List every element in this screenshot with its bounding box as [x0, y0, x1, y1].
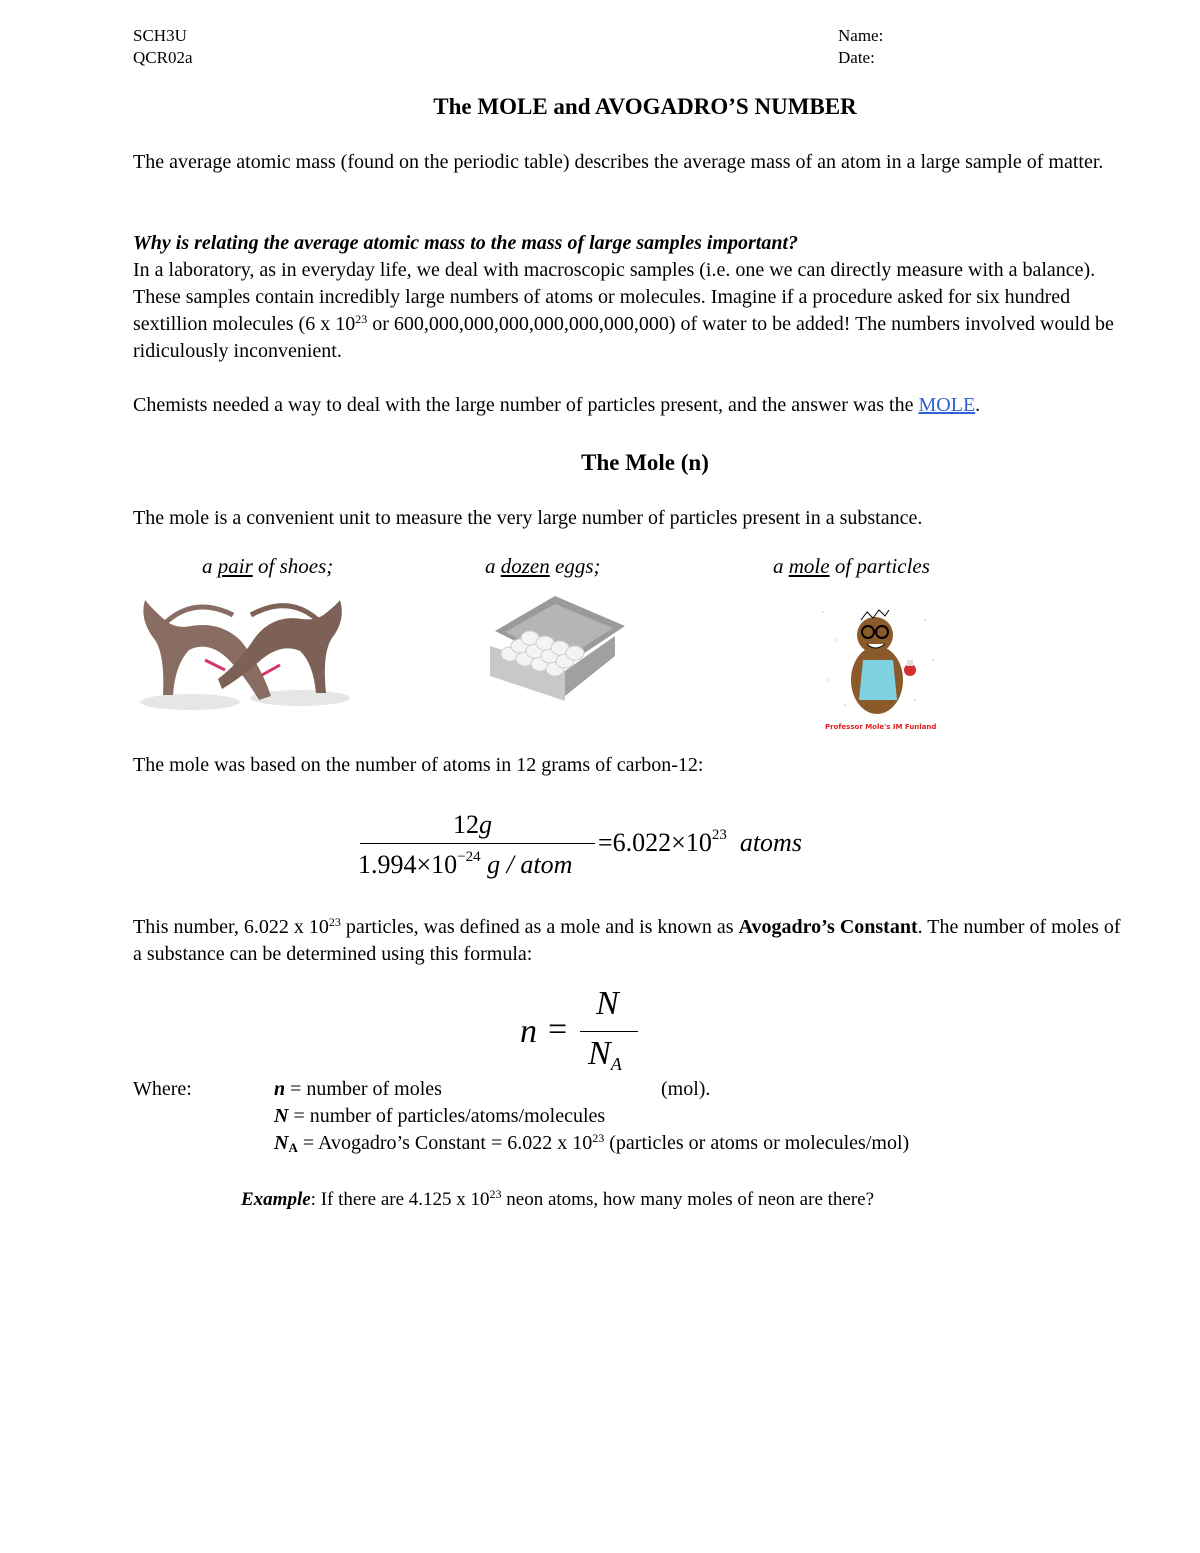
caption-rest: of shoes;: [252, 554, 334, 578]
section-title: The Mole (n): [581, 450, 709, 475]
date-label: Date:: [838, 48, 875, 67]
question-body-text-end: or 600,000,000,000,000,000,000,000) of water to be added! The numbers involved would be ridiculously inconvenient.: [133, 313, 1114, 362]
where-NA-symbol: N: [274, 1132, 289, 1154]
where-n-unit: (mol).: [661, 1078, 711, 1100]
intro-paragraph: The average atomic mass (found on the periodic table) describes the average mass of an atom in a large sample of matter.: [133, 151, 1104, 173]
where-N-line: [274, 1103, 974, 1130]
eq1-result: [598, 828, 802, 858]
shoes-image: [135, 590, 355, 720]
where-label: Where:: [133, 1078, 192, 1100]
name-label: Name:: [838, 26, 884, 45]
exponent: 23: [355, 312, 368, 326]
caption-keyword: pair: [217, 554, 253, 578]
exponent: 23: [328, 915, 341, 929]
example-question: [241, 1186, 1141, 1213]
chemists-paragraph: [133, 392, 1123, 419]
mole-definition: The mole is a convenient unit to measure the very large number of particles present in a substance.: [133, 507, 923, 529]
eq1-result-exponent: 23: [711, 827, 727, 843]
mole-link[interactable]: MOLE: [918, 394, 976, 416]
avogadro-paragraph: [133, 914, 1123, 968]
caption-rest: of particles: [829, 554, 930, 578]
mole-mascot-drawing: [815, 600, 945, 720]
caption-article: a: [485, 554, 501, 578]
avogadro-text-3: . The number of moles of a substance can be determined using this formula:: [133, 916, 1121, 965]
question-body: [133, 257, 1123, 365]
caption-eggs: [485, 554, 601, 579]
where-NA-subscript: A: [288, 1140, 298, 1155]
example-text-2: neon atoms, how many moles of neon are there?: [501, 1189, 875, 1210]
eq1-denominator-exponent: −24: [457, 849, 481, 865]
exponent: 23: [489, 1187, 502, 1201]
eq2-denominator-subscript: A: [610, 1054, 622, 1074]
where-NA-line: [274, 1130, 1074, 1161]
eq1-fraction-bar: [360, 843, 595, 844]
eq2-equals: =: [548, 1011, 568, 1048]
example-text-1: If there are 4.125 x 10: [320, 1189, 490, 1210]
eq1-denominator: [358, 850, 572, 880]
caption-keyword: mole: [788, 554, 830, 578]
example-label: Example: [241, 1189, 311, 1210]
caption-article: a: [202, 554, 218, 578]
eq2-lhs: n: [520, 1013, 537, 1050]
where-n-definition: = number of moles: [285, 1078, 442, 1100]
avogadro-text-2: particles, was defined as a mole and is known as: [340, 916, 739, 938]
eq1-denominator-unit: g / atom: [487, 850, 573, 879]
eq1-numerator-unit: g: [479, 810, 492, 839]
chemists-period: .: [975, 394, 981, 416]
egg-carton-image: [475, 586, 635, 721]
eq1-denominator-coefficient: 1.994×10: [358, 850, 458, 879]
question-section: [133, 230, 1123, 365]
avogadro-text-1: This number, 6.022 x 10: [133, 916, 329, 938]
course-code: SCH3U: [133, 26, 187, 45]
eq2-denominator: [588, 1035, 622, 1075]
caption-article: a: [773, 554, 789, 578]
caption-shoes: [202, 554, 333, 579]
exponent: 23: [592, 1131, 605, 1145]
equation-moles-formula: [520, 985, 660, 1085]
caption-keyword: dozen: [500, 554, 550, 578]
avogadro-constant-term: Avogadro’s Constant: [738, 916, 918, 938]
caption-mole: [773, 554, 930, 579]
eq2-numerator: N: [596, 985, 619, 1022]
page-title: The MOLE and AVOGADRO’S NUMBER: [433, 94, 857, 119]
carbon-paragraph: The mole was based on the number of atoms in 12 grams of carbon-12:: [133, 754, 704, 776]
where-NA-units: (particles or atoms or molecules/mol): [604, 1132, 910, 1154]
where-NA-definition: = Avogadro’s Constant = 6.022 x 10: [297, 1132, 593, 1154]
equation-avogadro-derivation: [358, 808, 858, 888]
eq1-numerator-value: 12: [453, 810, 479, 839]
eq1-result-unit: atoms: [739, 828, 802, 857]
example-colon: :: [310, 1189, 321, 1210]
chemists-text: Chemists needed a way to deal with the large number of particles present, and the answer was the: [133, 394, 919, 416]
worksheet-code: QCR02a: [133, 48, 193, 67]
caption-rest: eggs;: [549, 554, 601, 578]
eq1-numerator: [453, 810, 492, 840]
mole-banner-text: Professor Mole's IM Funland: [825, 723, 937, 731]
where-N-symbol: N: [274, 1105, 289, 1127]
eq2-fraction-bar: [580, 1031, 638, 1032]
eq2-denominator-symbol: N: [588, 1035, 611, 1072]
question-heading: Why is relating the average atomic mass to the mass of large samples important?: [133, 232, 799, 254]
question-body-text: In a laboratory, as in everyday life, we deal with macroscopic samples (i.e. one we can directly measure with a balance). These samples contain incredibly large numbers of atoms or molecules. Imagine if a procedure asked for six hundred sextillion molecules (6 x 10: [133, 259, 1096, 335]
where-n-symbol: n: [274, 1078, 286, 1100]
mole-mascot-image: [815, 600, 945, 735]
where-N-definition: = number of particles/atoms/molecules: [288, 1105, 606, 1127]
eq1-result-value: =6.022×10: [598, 828, 712, 857]
